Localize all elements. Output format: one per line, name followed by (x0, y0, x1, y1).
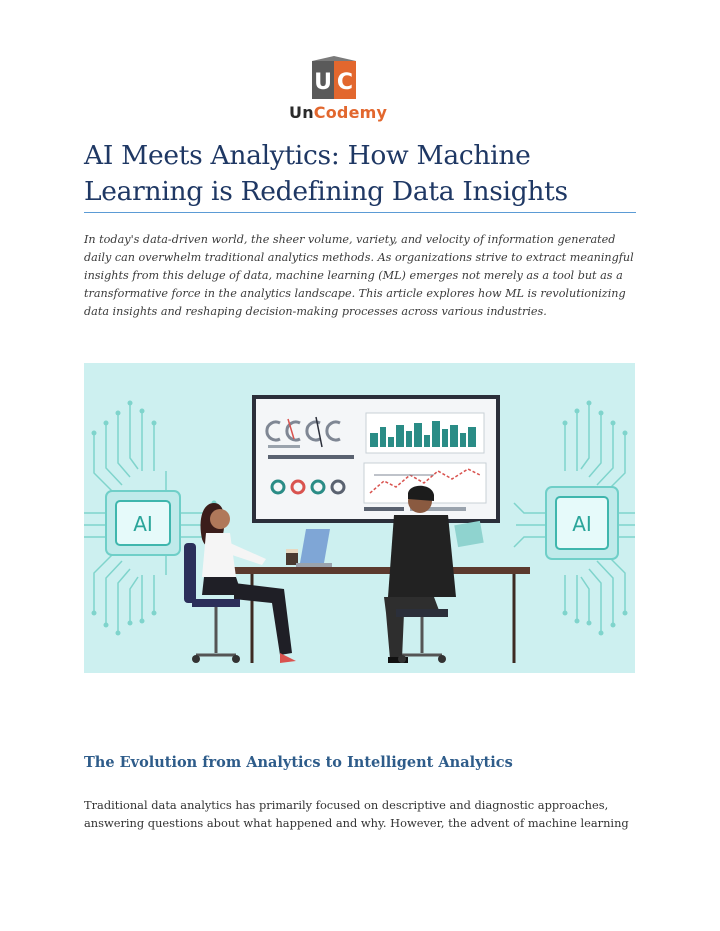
ai-chip-left-icon (106, 491, 180, 555)
dashboard-bar-chart (366, 413, 484, 453)
tablet-icon (454, 521, 483, 547)
intro-paragraph: In today's data-driven world, the sheer volume, variety, and velocity of information generated daily can overwhelm traditional analytics methods. As organizations strive to extract meaningful insights from this deluge of data, machine learning (ML) emerges not merely as a tool but as a transformative force in the analytics landscape. This article explores how ML is revolutionizing data insights and reshaping decision-making processes across various industries. (84, 233, 634, 318)
logo-letter-u: U (314, 70, 332, 95)
coffee-cup-icon (286, 549, 298, 565)
ai-chip-left-label: AI (133, 512, 153, 536)
analytics-illustration (84, 363, 635, 673)
uncodemy-logo (284, 55, 388, 127)
section-heading: The Evolution from Analytics to Intelligent Analytics (84, 754, 513, 771)
title-divider (84, 212, 636, 213)
ai-chip-right-label: AI (572, 512, 592, 536)
ai-chip-right-icon (546, 487, 618, 559)
logo-wordmark-part1: Un (289, 103, 314, 122)
logo-wordmark (289, 103, 387, 122)
logo-wordmark-part2: Codemy (313, 103, 388, 122)
laptop-icon (296, 529, 332, 567)
woman-figure (184, 503, 296, 663)
section-body: Traditional data analytics has primarily focused on descriptive and diagnostic approaches, answering questions about what happened and why. However, the advent of machine learning (84, 798, 629, 830)
logo-letter-c: C (336, 70, 354, 95)
dashboard-screen (252, 395, 500, 523)
article-title: AI Meets Analytics: How Machine Learning is Redefining Data Insights (84, 140, 568, 207)
logo-cube-icon (306, 55, 362, 101)
hero-illustration (84, 363, 635, 673)
